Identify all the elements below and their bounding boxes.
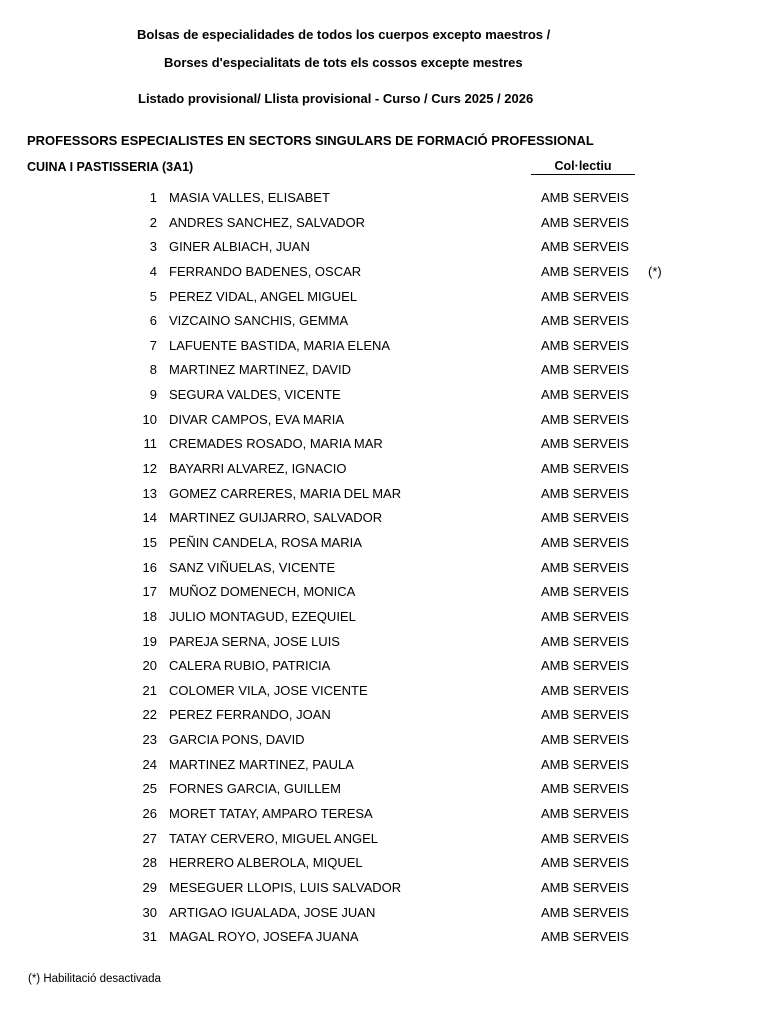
header-title-line-1: Bolsas de especialidades de todos los cuerpos excepto maestros / — [137, 27, 551, 42]
candidate-collective: AMB SERVEIS — [541, 485, 629, 501]
row-number: 23 — [142, 732, 157, 748]
row-number: 10 — [142, 411, 157, 427]
candidate-collective: AMB SERVEIS — [541, 436, 629, 452]
list-row — [0, 560, 768, 585]
list-row — [0, 634, 768, 659]
list-row — [0, 831, 768, 856]
row-number: 2 — [149, 214, 157, 230]
candidate-collective: AMB SERVEIS — [541, 682, 629, 698]
row-number: 7 — [149, 337, 157, 353]
row-number: 16 — [142, 559, 157, 575]
row-number: 4 — [149, 263, 157, 279]
list-row — [0, 313, 768, 338]
candidate-name: VIZCAINO SANCHIS, GEMMA — [169, 313, 349, 329]
row-number: 26 — [142, 806, 157, 822]
list-row — [0, 239, 768, 264]
row-number: 15 — [142, 534, 157, 550]
candidate-name: CREMADES ROSADO, MARIA MAR — [169, 436, 383, 452]
list-row — [0, 535, 768, 560]
footnote: (*) Habilitació desactivada — [28, 973, 161, 985]
list-row — [0, 707, 768, 732]
candidate-name: MAGAL ROYO, JOSEFA JUANA — [169, 929, 359, 945]
candidate-collective: AMB SERVEIS — [541, 510, 629, 526]
candidate-name: MUÑOZ DOMENECH, MONICA — [169, 584, 356, 600]
list-row — [0, 584, 768, 609]
candidate-name: TATAY CERVERO, MIGUEL ANGEL — [169, 830, 379, 846]
candidate-name: ANDRES SANCHEZ, SALVADOR — [169, 214, 366, 230]
list-row — [0, 510, 768, 535]
candidate-collective: AMB SERVEIS — [541, 190, 629, 205]
header-list-status: Listado provisional/ Llista provisional - Curso / Curs 2025 / 2026 — [138, 91, 534, 106]
candidate-name: MARTINEZ MARTINEZ, DAVID — [169, 362, 352, 378]
row-number: 24 — [142, 756, 157, 772]
candidate-name: DIVAR CAMPOS, EVA MARIA — [169, 411, 345, 427]
list-row — [0, 683, 768, 708]
candidate-name: PEÑIN CANDELA, ROSA MARIA — [169, 534, 362, 550]
candidate-name: COLOMER VILA, JOSE VICENTE — [169, 682, 368, 698]
candidate-collective: AMB SERVEIS — [541, 288, 629, 304]
candidate-collective: AMB SERVEIS — [541, 534, 629, 550]
candidate-name: PEREZ VIDAL, ANGEL MIGUEL — [169, 288, 358, 304]
list-row — [0, 929, 768, 954]
list-row — [0, 338, 768, 363]
row-number: 11 — [143, 436, 157, 452]
candidate-collective: AMB SERVEIS — [541, 929, 629, 945]
candidate-collective: AMB SERVEIS — [541, 461, 629, 477]
row-number: 31 — [142, 929, 157, 945]
candidate-name: ARTIGAO IGUALADA, JOSE JUAN — [169, 904, 376, 920]
row-number: 14 — [142, 510, 157, 526]
candidate-name: FORNES GARCIA, GUILLEM — [169, 781, 341, 797]
list-row — [0, 781, 768, 806]
candidate-collective: AMB SERVEIS — [541, 732, 629, 748]
candidate-collective: AMB SERVEIS — [541, 362, 629, 378]
candidate-name: FERRANDO BADENES, OSCAR — [169, 263, 362, 279]
row-number: 27 — [142, 830, 157, 846]
candidate-collective: AMB SERVEIS — [541, 855, 629, 871]
candidate-name: JULIO MONTAGUD, EZEQUIEL — [169, 608, 356, 624]
row-number: 25 — [142, 781, 157, 797]
candidate-collective: AMB SERVEIS — [541, 756, 629, 772]
list-row — [0, 362, 768, 387]
list-row — [0, 190, 768, 215]
candidate-name: MARTINEZ GUIJARRO, SALVADOR — [169, 510, 383, 526]
candidate-collective: AMB SERVEIS — [541, 658, 629, 674]
candidate-name: LAFUENTE BASTIDA, MARIA ELENA — [169, 337, 391, 353]
list-row — [0, 905, 768, 930]
row-number: 17 — [142, 584, 157, 600]
candidate-name: CALERA RUBIO, PATRICIA — [169, 658, 331, 674]
candidate-collective: AMB SERVEIS — [541, 263, 629, 279]
candidate-list — [0, 190, 768, 954]
candidate-collective: AMB SERVEIS — [541, 559, 629, 575]
candidate-collective: AMB SERVEIS — [541, 633, 629, 649]
candidate-name: SANZ VIÑUELAS, VICENTE — [169, 559, 336, 575]
list-row — [0, 880, 768, 905]
candidate-collective: AMB SERVEIS — [541, 608, 629, 624]
candidate-name: BAYARRI ALVAREZ, IGNACIO — [169, 461, 347, 477]
specialty-title: CUINA I PASTISSERIA (3A1) — [27, 160, 194, 174]
row-number: 20 — [142, 658, 157, 674]
candidate-name: GINER ALBIACH, JUAN — [169, 239, 310, 255]
candidate-collective: AMB SERVEIS — [541, 584, 629, 600]
row-number: 21 — [142, 682, 157, 698]
candidate-collective: AMB SERVEIS — [541, 707, 629, 723]
list-row — [0, 609, 768, 634]
candidate-collective: AMB SERVEIS — [541, 239, 629, 255]
row-number: 12 — [142, 461, 157, 477]
candidate-name: GOMEZ CARRERES, MARIA DEL MAR — [169, 485, 402, 501]
list-row — [0, 732, 768, 757]
candidate-collective: AMB SERVEIS — [541, 904, 629, 920]
list-row — [0, 486, 768, 511]
candidate-name: PAREJA SERNA, JOSE LUIS — [169, 633, 340, 649]
candidate-name: GARCIA PONS, DAVID — [169, 732, 305, 748]
row-number: 22 — [142, 707, 157, 723]
candidate-collective: AMB SERVEIS — [541, 337, 629, 353]
row-number: 13 — [142, 485, 157, 501]
row-number: 19 — [142, 633, 157, 649]
candidate-collective: AMB SERVEIS — [541, 806, 629, 822]
list-row — [0, 757, 768, 782]
candidate-name: MESEGUER LLOPIS, LUIS SALVADOR — [169, 879, 402, 895]
list-row — [0, 658, 768, 683]
candidate-name: MORET TATAY, AMPARO TERESA — [169, 806, 373, 822]
row-number: 6 — [149, 313, 157, 329]
row-number: 1 — [149, 190, 157, 205]
candidate-name: MARTINEZ MARTINEZ, PAULA — [169, 756, 354, 772]
candidate-collective: AMB SERVEIS — [541, 411, 629, 427]
header-title-line-2: Borses d'especialitats de tots els cossos excepte mestres — [164, 55, 523, 70]
list-row — [0, 461, 768, 486]
list-row — [0, 289, 768, 314]
list-row — [0, 387, 768, 412]
row-number: 9 — [149, 387, 157, 403]
candidate-collective: AMB SERVEIS — [541, 830, 629, 846]
candidate-name: SEGURA VALDES, VICENTE — [169, 387, 341, 403]
row-number: 30 — [142, 904, 157, 920]
row-number: 5 — [149, 288, 157, 304]
candidate-name: MASIA VALLES, ELISABET — [169, 190, 330, 205]
row-number: 29 — [142, 879, 157, 895]
row-number: 18 — [142, 608, 157, 624]
candidate-collective: AMB SERVEIS — [541, 387, 629, 403]
candidate-name: PEREZ FERRANDO, JOAN — [169, 707, 331, 723]
list-row — [0, 264, 768, 289]
list-row — [0, 215, 768, 240]
row-number: 3 — [149, 239, 157, 255]
row-number: 28 — [142, 855, 157, 871]
candidate-collective: AMB SERVEIS — [541, 214, 629, 230]
list-row — [0, 412, 768, 437]
candidate-collective: AMB SERVEIS — [541, 879, 629, 895]
row-number: 8 — [149, 362, 157, 378]
sector-title: PROFESSORS ESPECIALISTES EN SECTORS SINGULARS DE FORMACIÓ PROFESSIONAL — [27, 133, 594, 148]
list-row — [0, 806, 768, 831]
candidate-collective: AMB SERVEIS — [541, 781, 629, 797]
list-row — [0, 436, 768, 461]
collective-column-header: Col·lectiu — [531, 159, 635, 175]
list-row — [0, 855, 768, 880]
deactivation-mark: (*) — [648, 263, 662, 279]
candidate-collective: AMB SERVEIS — [541, 313, 629, 329]
candidate-name: HERRERO ALBEROLA, MIQUEL — [169, 855, 363, 871]
